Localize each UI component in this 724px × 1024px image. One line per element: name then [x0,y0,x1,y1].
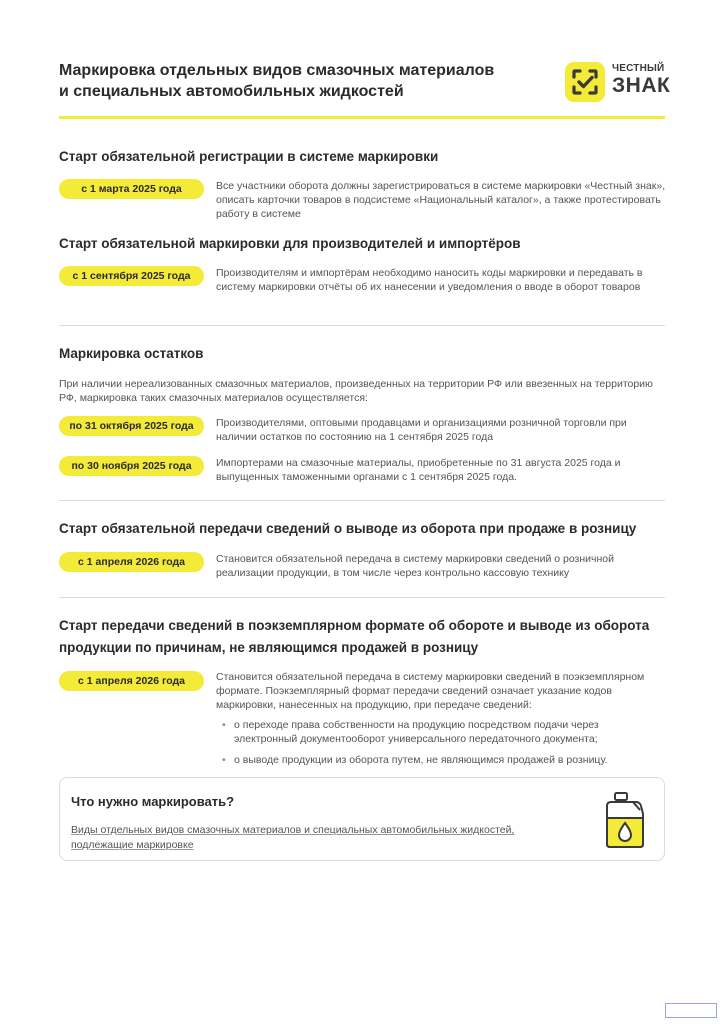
registration-text: Все участники оборота должны зарегистрироваться в системе маркировки «Честный знак», описать карточки товаров в подсистеме «Национальный каталог», а также протестировать работу в системе [216,180,666,220]
logo-line-2: ЗНАК [612,74,671,97]
retail-title: Старт обязательной передачи сведений о выводе из оборота при продаже в розницу [59,521,637,536]
page-title-line-2: и специальных автомобильных жидкостей [59,83,404,100]
registration-title: Старт обязательной регистрации в системе маркировки [59,149,439,164]
mandatory-date-badge: с 1 сентября 2025 года [59,266,204,286]
what-to-mark-title: Что нужно маркировать? [71,794,235,809]
per-item-bullet-list [222,718,662,774]
product-list-link[interactable] [71,823,551,853]
retail-text: Становится обязательной передача в систему маркировки сведений о розничной реализации продукции, в том числе через контрольно кассовую технику [216,553,614,579]
product-list-link-line-1[interactable]: Виды отдельных видов смазочных материалов и специальных автомобильных жидкостей, [71,824,515,836]
what-to-mark-card [59,777,665,861]
product-list-link-line-2[interactable]: подлежащие маркировке [71,839,194,851]
per-item-text: Становится обязательной передача в систему маркировки сведений в поэкземплярном формате. Поэкземплярный формат передачи сведений означает указание кодов маркировки, нанесенных на продукцию, при передаче сведений: [216,671,645,711]
mandatory-text: Производителям и импортёрам необходимо наносить коды маркировки и передавать в систему маркировки отчёты об их нанесении и уведомления о вводе в оборот товаров [216,267,643,293]
logo-line-1: ЧЕСТНЫЙ [612,63,665,74]
divider [59,500,665,501]
page-title-line-1: Маркировка отдельных видов смазочных материалов [59,62,495,79]
per-item-date-badge: с 1 апреля 2026 года [59,671,204,691]
logo-wordmark [612,64,670,96]
remains-text-1: Производителями, оптовыми продавцами и организациями розничной торговли при наличии остатков по состоянию на 1 сентября 2025 года [216,417,627,443]
remains-text-2: Импортерами на смазочные материалы, приобретенные по 31 августа 2025 года и выпущенных таможенными органами с 1 сентября 2025 года. [216,457,621,483]
logo-check-icon [565,62,605,102]
list-item: • о переходе права собственности на продукцию посредством подачи через электронный документооборот универсального передаточного документа; [222,718,662,746]
retail-date-badge: с 1 апреля 2026 года [59,552,204,572]
chestny-znak-logo[interactable] [565,62,671,102]
remains-date-badge-1: по 31 октября 2025 года [59,416,204,436]
remains-title: Маркировка остатков [59,346,204,361]
oil-canister-icon [603,790,647,850]
per-item-title-line-2: продукции по причинам, не являющимся продажей в розницу [59,640,479,655]
registration-date-badge: с 1 марта 2025 года [59,179,204,199]
divider [59,325,665,326]
page-title [59,60,529,102]
remains-intro: При наличии нереализованных смазочных материалов, произведенных на территории РФ или ввезенных на территорию РФ, маркировка таких смазочных материалов осуществляется: [59,378,653,404]
list-item: • о выводе продукции из оборота путем, не являющимся продажей в розницу. [222,753,662,767]
remains-date-badge-2: по 30 ноября 2025 года [59,456,204,476]
divider [59,597,665,598]
page-header [59,60,671,112]
mandatory-marking-title: Старт обязательной маркировки для производителей и импортёров [59,236,521,251]
header-accent-rule [59,116,665,119]
per-item-title-line-1: Старт передачи сведений в поэкземплярном формате об обороте и выводе из оборота [59,618,650,633]
corner-stamp [665,1003,717,1018]
